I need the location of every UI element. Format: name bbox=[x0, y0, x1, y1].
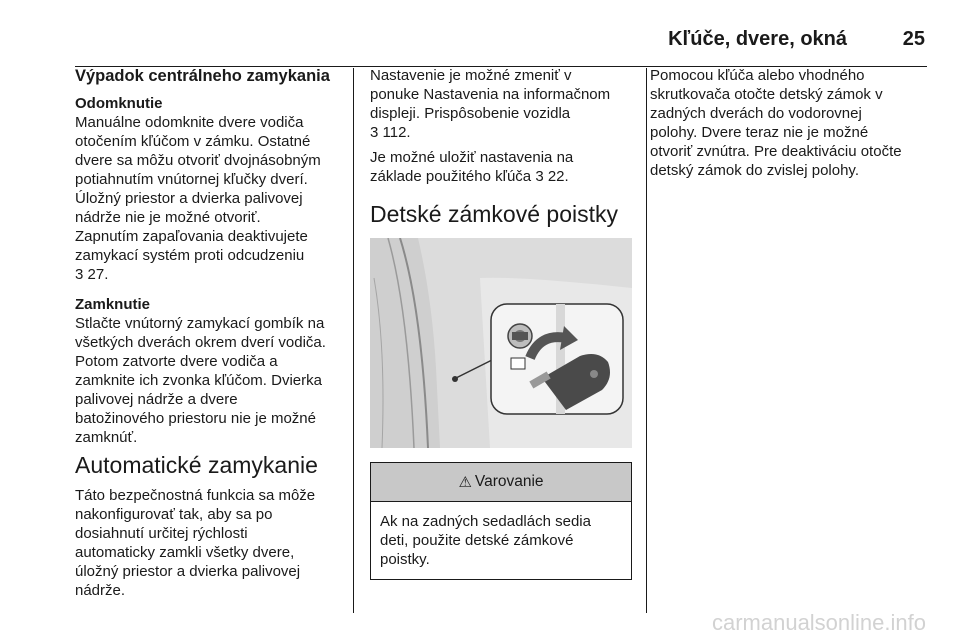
text-line: displeji. Prispôsobenie vozidla bbox=[370, 105, 571, 122]
door-lock-drawing bbox=[370, 238, 632, 448]
section-heading-child-locks: Detské zámkové poistky bbox=[370, 201, 618, 227]
page-reference-link[interactable]: 3 112. bbox=[370, 124, 411, 141]
text-line: ponuke Nastavenia na informačnom bbox=[370, 86, 611, 103]
text-line: Zapnutím zapaľovania deaktivujete bbox=[75, 228, 308, 245]
header-title: Kľúče, dvere, okná bbox=[668, 28, 847, 50]
text-line: detský zámok do zvislej polohy. bbox=[650, 162, 859, 179]
paragraph-unlocking bbox=[75, 113, 343, 284]
text-line: Úložný priestor a dvierka palivovej bbox=[75, 190, 303, 207]
text-line: skrutkovača otočte detský zámok v bbox=[650, 86, 883, 103]
paragraph-settings bbox=[370, 66, 632, 142]
subheading-unlocking: Odomknutie bbox=[75, 95, 163, 112]
text-line: Stlačte vnútorný zamykací gombík na bbox=[75, 315, 325, 332]
subheading-locking: Zamknutie bbox=[75, 296, 151, 313]
text-line: dvere sa môžu otvoriť dvojnásobným bbox=[75, 152, 321, 169]
text-line: nádrže nie je možné otvoriť. bbox=[75, 209, 261, 226]
text-line: deti, použite detské zámkové bbox=[380, 532, 574, 549]
text-line: Potom zatvorte dvere vodiča a bbox=[75, 353, 278, 370]
text-line: potiahnutím vnútornej kľučky dverí. bbox=[75, 171, 308, 188]
warning-box bbox=[370, 462, 632, 580]
text-line: Ak na zadných sedadlách sedia bbox=[380, 513, 591, 530]
text-line: poistky. bbox=[380, 551, 430, 568]
section-heading-central-locking-failure: Výpadok centrálneho zamykania bbox=[75, 67, 330, 85]
column-divider-1 bbox=[353, 68, 354, 613]
warning-body bbox=[371, 502, 631, 579]
text-line: základe použitého kľúča 3 22. bbox=[370, 168, 569, 185]
text-line: automaticky zamkli všetky dvere, bbox=[75, 544, 295, 561]
paragraph-child-lock-instructions bbox=[650, 66, 928, 180]
paragraph-key-settings bbox=[370, 148, 632, 186]
text-line: batožinového priestoru nie je možné bbox=[75, 410, 316, 427]
warning-header bbox=[371, 463, 631, 502]
watermark: carmanualsonline.info bbox=[711, 610, 926, 635]
page-reference-link[interactable]: 3 27. bbox=[75, 266, 109, 283]
paragraph-locking bbox=[75, 314, 343, 447]
text-line: Táto bezpečnostná funkcia sa môže bbox=[75, 487, 316, 504]
page-number: 25 bbox=[902, 28, 925, 50]
page-header bbox=[75, 28, 927, 68]
text-line: Pomocou kľúča alebo vhodného bbox=[650, 67, 865, 84]
column-1 bbox=[75, 66, 343, 600]
text-line: nádrže. bbox=[75, 582, 126, 599]
text-line: otvoriť zvnútra. Pre deaktiváciu otočte bbox=[650, 143, 902, 160]
lock-location-marker bbox=[452, 376, 458, 382]
text-line: úložný priestor a dvierka palivovej bbox=[75, 563, 301, 580]
child-lock-illustration bbox=[370, 238, 632, 448]
text-line: nakonfigurovať tak, aby sa po bbox=[75, 506, 273, 523]
column-2 bbox=[370, 66, 632, 580]
text-line: dosiahnutí určitej rýchlosti bbox=[75, 525, 248, 542]
text-line: palivovej nádrže a dvere bbox=[75, 391, 238, 408]
warning-title: Varovanie bbox=[474, 473, 544, 490]
text-line: zamykací systém proti odcudzeniu bbox=[75, 247, 305, 264]
text-line: zamknúť. bbox=[75, 429, 138, 446]
text-line: zadných dverách do vodorovnej bbox=[650, 105, 862, 122]
section-heading-automatic-locking: Automatické zamykanie bbox=[75, 452, 318, 478]
text-line: zamknite ich zvonka kľúčom. Dvierka bbox=[75, 372, 322, 389]
column-divider-2 bbox=[646, 68, 647, 613]
warning-icon: ⚠ bbox=[458, 474, 472, 491]
paragraph-automatic-locking bbox=[75, 486, 343, 600]
text-line: polohy. Dvere teraz nie je možné bbox=[650, 124, 869, 141]
text-line: Manuálne odomknite dvere vodiča bbox=[75, 114, 304, 131]
text-line: otočením kľúčom v zámku. Ostatné bbox=[75, 133, 311, 150]
text-line: Je možné uložiť nastavenia na bbox=[370, 149, 574, 166]
text-line: Nastavenie je možné zmeniť v bbox=[370, 67, 572, 84]
text-line: všetkých dverách okrem dverí vodiča. bbox=[75, 334, 326, 351]
column-3 bbox=[650, 66, 928, 180]
